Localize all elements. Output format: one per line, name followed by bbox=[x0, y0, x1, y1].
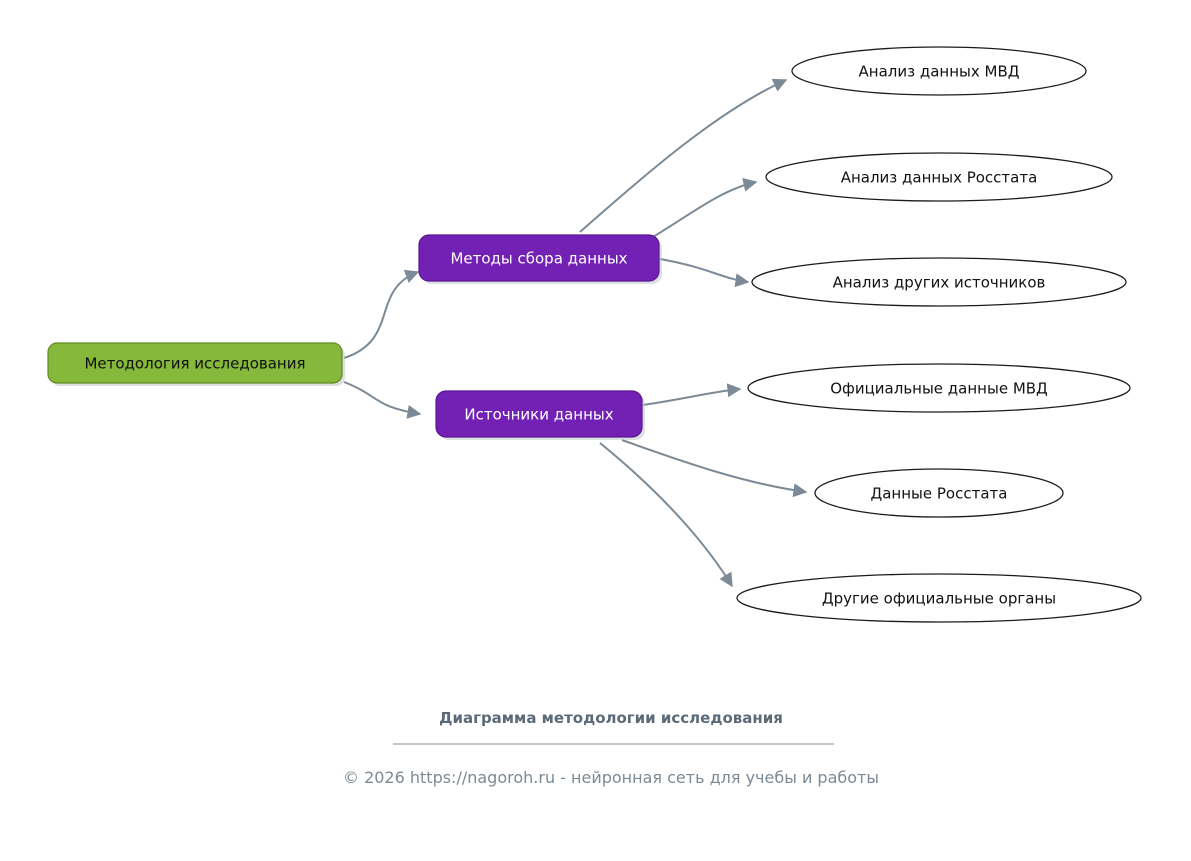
node-other-bodies[interactable] bbox=[737, 574, 1141, 622]
node-mvd-analysis-label: Анализ данных МВД bbox=[858, 62, 1020, 81]
node-sources[interactable] bbox=[436, 391, 645, 440]
node-root[interactable] bbox=[48, 343, 345, 386]
node-methods-label: Методы сбора данных bbox=[450, 249, 628, 268]
node-other-bodies-label: Другие официальные органы bbox=[821, 589, 1057, 608]
edge-methods-to-rosstat-analysis bbox=[648, 182, 756, 240]
node-rosstat-analysis[interactable] bbox=[766, 153, 1112, 201]
edge-root-to-sources bbox=[344, 382, 420, 414]
node-mvd-analysis[interactable] bbox=[792, 47, 1086, 95]
node-methods[interactable] bbox=[419, 235, 662, 284]
node-other-analysis[interactable] bbox=[752, 258, 1126, 306]
edge-methods-to-other-analysis bbox=[660, 259, 748, 282]
node-other-analysis-label: Анализ других источников bbox=[832, 273, 1046, 292]
edge-sources-to-mvd-official bbox=[643, 389, 740, 405]
node-mvd-official[interactable] bbox=[748, 364, 1130, 412]
edge-methods-to-mvd-analysis bbox=[580, 80, 786, 232]
node-mvd-official-label: Официальные данные МВД bbox=[830, 379, 1048, 398]
node-rosstat-data[interactable] bbox=[815, 469, 1063, 517]
footer-credit: © 2026 https://nagoroh.ru - нейронная сеть для учебы и работы bbox=[342, 768, 880, 787]
edge-root-to-methods bbox=[344, 272, 418, 358]
edge-group bbox=[344, 80, 806, 586]
node-root-label: Методология исследования bbox=[84, 354, 306, 373]
edge-sources-to-rosstat-data bbox=[622, 440, 806, 492]
node-rosstat-analysis-label: Анализ данных Росстата bbox=[840, 168, 1038, 187]
diagram-caption: Диаграмма методологии исследования bbox=[439, 709, 783, 727]
edge-sources-to-other-bodies bbox=[600, 443, 732, 586]
node-sources-label: Источники данных bbox=[464, 405, 614, 424]
node-rosstat-data-label: Данные Росстата bbox=[870, 484, 1008, 503]
